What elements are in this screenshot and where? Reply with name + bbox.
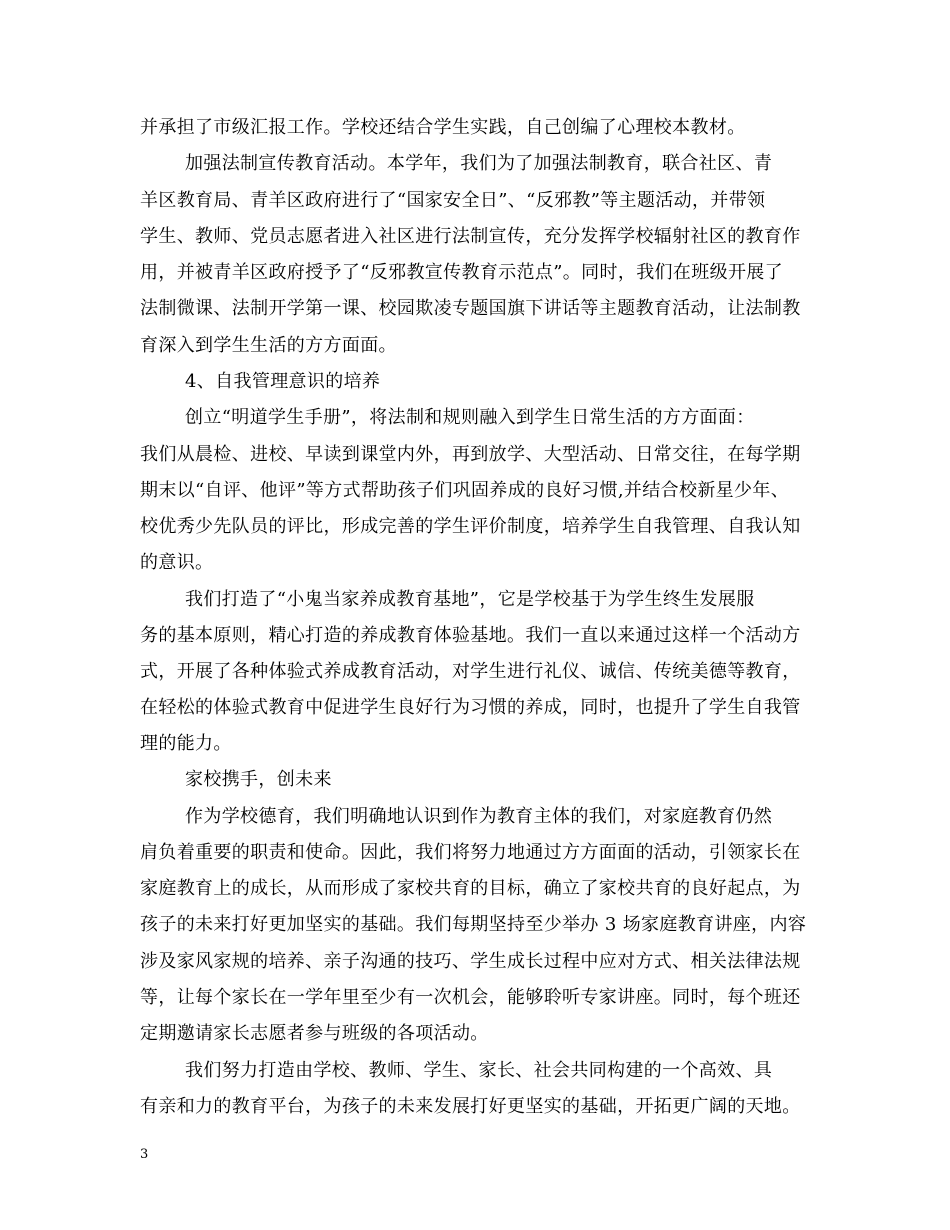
text-line: 等，让每个家长在一学年里至少有一次机会，能够聆听专家讲座。同时，每个班还 (140, 987, 801, 1008)
text-line: 定期邀请家长志愿者参与班级的各项活动。 (140, 1023, 489, 1044)
paragraph-first-line: 作为学校德育，我们明确地认识到作为教育主体的我们，对家庭教育仍然 (185, 806, 773, 827)
text-line: 育深入到学生生活的方方面面。 (140, 335, 397, 356)
paragraph-first-line: 创立“明道学生手册”，将法制和规则融入到学生日常生活的方方面面： (185, 407, 755, 428)
section-heading: 4、自我管理意识的培养 (185, 371, 381, 392)
text-line: 有亲和力的教育平台，为孩子的未来发展打好更坚实的基础，开拓更广阔的天地。 (140, 1096, 801, 1117)
text-line: 法制微课、法制开学第一课、校园欺凌专题国旗下讲话等主题教育活动，让法制教 (140, 298, 801, 319)
paragraph-first-line: 加强法制宣传教育活动。本学年，我们为了加强法制教育，联合社区、青 (185, 153, 773, 174)
paragraph-first-line: 我们打造了“小鬼当家养成教育基地”，它是学校基于为学生终生发展服 (185, 589, 755, 610)
text-line: 我们从晨检、进校、早读到课堂内外，再到放学、大型活动、日常交往，在每学期 (140, 444, 801, 465)
text-line: 学生、教师、党员志愿者进入社区进行法制宣传，充分发挥学校辐射社区的教育作 (140, 226, 801, 247)
text-line: 理的能力。 (140, 733, 232, 754)
text-line: 并承担了市级汇报工作。学校还结合学生实践，自己创编了心理校本教材。 (140, 117, 746, 138)
section-heading: 家校携手，创未来 (185, 769, 332, 790)
text-line: 务的基本原则，精心打造的养成教育体验基地。我们一直以来通过这样一个活动方 (140, 625, 801, 646)
text-line: 肩负着重要的职责和使命。因此，我们将努力地通过方方面面的活动，引领家长在 (140, 842, 801, 863)
paragraph-first-line: 我们努力打造由学校、教师、学生、家长、社会共同构建的一个高效、具 (185, 1060, 773, 1081)
text-line: 期末以“自评、他评”等方式帮助孩子们巩固养成的良好习惯,并结合校新星少年、 (140, 480, 790, 501)
text-line: 家庭教育上的成长，从而形成了家校共育的目标，确立了家校共育的良好起点，为 (140, 878, 801, 899)
text-line: 在轻松的体验式教育中促进学生良好行为习惯的养成，同时，也提升了学生自我管 (140, 697, 801, 718)
text-line: 用，并被青羊区政府授予了“反邪教宣传教育示范点”。同时，我们在班级开展了 (140, 262, 784, 283)
text-line: 孩子的未来打好更加坚实的基础。我们每期坚持至少举办 3 场家庭教育讲座，内容 (140, 914, 807, 935)
text-line: 涉及家风家规的培养、亲子沟通的技巧、学生成长过程中应对方式、相关法律法规 (140, 951, 801, 972)
text-line: 式，开展了各种体验式养成教育活动，对学生进行礼仪、诚信、传统美德等教育， (140, 661, 801, 682)
page-number: 3 (140, 1147, 149, 1162)
text-line: 校优秀少先队员的评比，形成完善的学生评价制度，培养学生自我管理、自我认知 (140, 516, 801, 537)
text-line: 羊区教育局、青羊区政府进行了“国家安全日”、“反邪教”等主题活动，并带领 (140, 190, 766, 211)
text-line: 的意识。 (140, 552, 214, 573)
